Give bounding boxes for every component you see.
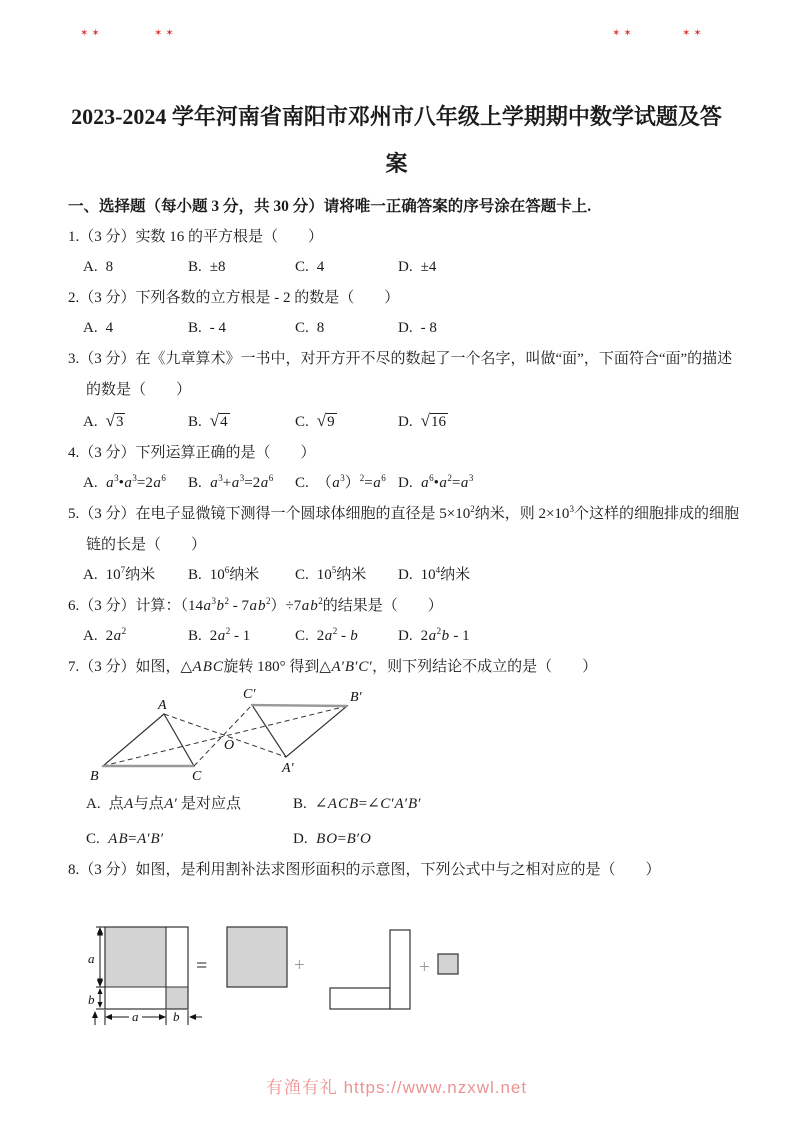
option-c: C. 4 [295,259,325,275]
footer-watermark: 有渔有礼 https://www.nzxwl.net [265,1078,528,1097]
option-b: B. $a^3+a^3=2a^6$ [188,473,274,491]
option-b: B. $2a^2 - 1$ [188,626,251,644]
option-b: B. ∠ACB=∠C′A′B′ [293,796,421,812]
question-text: 5.（3 分）在电子显微镜下测得一个圆球体细胞的直径是 $5\times 10^2$纳米，则 $2\times 10^3$个这样的细胞排成的细胞 [68,504,739,522]
question-text: 8.（3 分）如图，是利用割补法求图形面积的示意图，下列公式中与之相对应的是（ ） [68,862,661,878]
red-decor-mark: ✶✶ [80,28,103,39]
question-text: 2.（3 分）下列各数的立方根是 - 2 的数是（ ） [68,290,400,306]
dimension-label-a-bottom: a [132,1009,139,1024]
vertex-label-bprime: B′ [350,690,362,705]
question-text-continued: 的数是（ ） [86,382,192,398]
radical-sign: √ [105,411,115,430]
option-b: B. ±8 [188,259,226,275]
option-a: A. 8 [83,259,114,275]
option-a: A. √3 [83,411,124,430]
option-c: C. $2a^2$ - b [295,626,358,644]
gray-region-b-squared [167,988,189,1010]
triangle-abc [103,714,194,766]
option-a: A. $10^7$纳米 [83,565,156,583]
l-shape-horizontal-rect [330,988,390,1009]
dimension-label-b-bottom: b [173,1009,180,1024]
option-d: D. √16 [398,411,446,430]
option-c: C. $10^5$纳米 [295,565,367,583]
question-text: 4.（3 分）下列运算正确的是（ ） [68,445,316,461]
option-d: D. $10^4$纳米 [398,565,471,583]
option-a: A. $a^3•a^3=2a^6$ [83,473,166,491]
question-text: 7.（3 分）如图，△ABC旋转 180° 得到△A′B′C′，则下列结论不成立的是（ ） [68,659,598,675]
question-text: 6.（3 分）计算：$(14a^3b^2 - 7ab^2)\div 7ab^2$的结果是（ ） [68,596,443,614]
b-squared-square [438,954,458,974]
vertex-label-a: A [158,698,167,713]
area-dissection-figure [88,907,468,1035]
question-text: 3.（3 分）在《九章算术》一书中，对开方开不尽的数起了一个名字，叫做“面”，下面符合“面”的描述 [68,351,733,367]
question-text: 1.（3 分）实数 16 的平方根是（ ） [68,229,324,245]
equals-sign: = [196,955,208,977]
radical-sign: √ [316,411,327,430]
dimension-label-b-left: b [88,992,95,1007]
option-b: B. - 4 [188,320,227,336]
red-decor-mark: ✶✶ [682,28,705,39]
option-c: C. √9 [295,411,335,430]
option-a: A. 4 [83,320,114,336]
option-a: A. $2a^2$ [83,626,127,644]
question-text-continued: 链的长是（ ） [86,537,207,553]
option-a: A. 点A与点A′ 是对应点 [86,796,242,812]
question-7 [0,657,793,850]
plus-sign: + [419,957,430,978]
radical-sign: √ [209,411,220,430]
option-d: D. $a^6•a^2=a^3$ [398,473,474,491]
question-1 [0,227,793,278]
dashed-line-c-cprime [194,705,252,766]
option-b: B. √4 [188,411,228,430]
option-d: D. BO=B′O [293,831,371,847]
option-c: C. AB=A′B′ [86,831,163,847]
document-title-line2: 案 [385,151,408,176]
question-2 [0,288,793,339]
triangle-aprime-bprime-cprime [252,705,347,757]
triangle-aprime-top-edge [252,705,347,706]
radical-sign: √ [420,411,430,430]
option-c: C. $(a^3)^2=a^6$ [295,473,386,491]
vertex-label-cprime: C′ [243,687,256,702]
option-d: D. - 8 [398,320,437,336]
document-title [42,0,751,187]
dimension-label-a-left: a [88,951,95,966]
plus-sign: + [294,955,305,976]
vertex-label-c: C [192,769,202,784]
question-6 [0,596,793,647]
l-shape-vertical-rect [390,930,410,1009]
vertex-label-aprime: A′ [282,761,294,776]
question-4 [0,443,793,494]
rotation-triangles-figure [80,685,380,788]
option-d: D. $2a^2b - 1$ [398,626,470,644]
option-c: C. 8 [295,320,325,336]
option-d: D. ±4 [398,259,437,275]
vertex-label-b: B [90,769,99,784]
a-squared-square [227,927,287,987]
document-title-line1: 2023-2024 学年河南省南阳市邓州市八年级上学期期中数学试题及答 [71,104,722,129]
question-8 [0,860,793,1035]
red-decor-mark: ✶✶ [154,28,177,39]
question-3 [0,349,793,433]
red-decor-mark: ✶✶ [612,28,635,39]
center-label-o: O [224,738,235,753]
option-b: B. $10^6$纳米 [188,565,260,583]
gray-region-a-squared [106,928,167,988]
section-heading: 一、选择题（每小题 3 分，共 30 分）请将唯一正确答案的序号涂在答题卡上. [68,198,592,215]
question-5 [0,504,793,586]
